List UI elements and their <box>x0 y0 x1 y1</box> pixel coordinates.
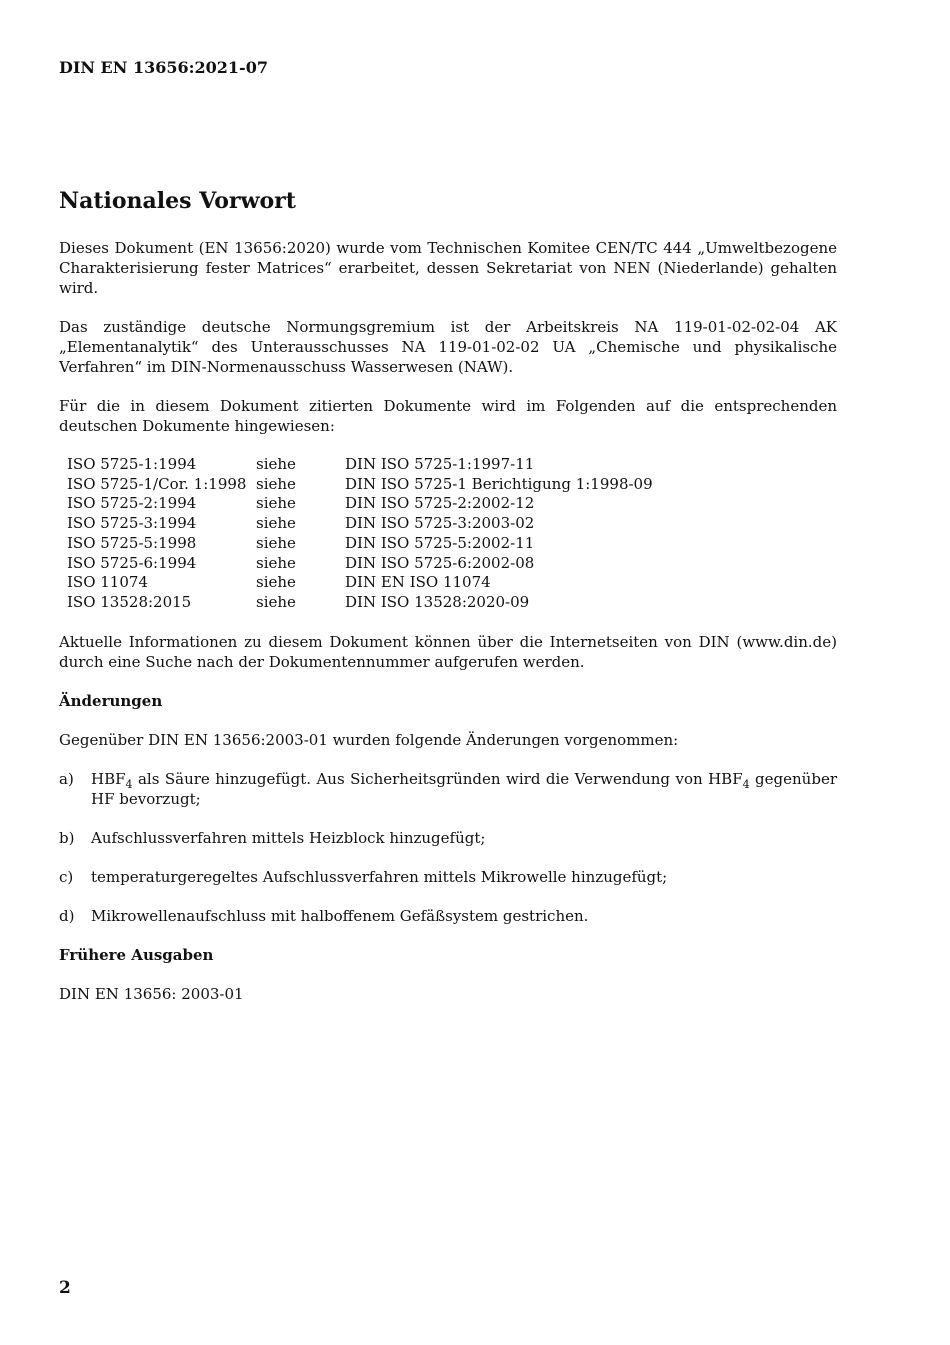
changes-heading: Änderungen <box>59 691 163 710</box>
list-marker: b) <box>59 828 75 847</box>
table-row <box>67 554 653 574</box>
change-text-part: als Säure hinzugefügt. Aus Sicherheitsgründen wird die Verwendung von HBF <box>132 769 743 788</box>
din-reference: DIN ISO 5725-2:2002-12 <box>345 494 535 513</box>
paragraph-committee: Dieses Dokument (EN 13656:2020) wurde vom Technischen Komitee CEN/TC 444 „Umweltbezogene Charakterisierung fester Matrices“ erarbeitet, dessen Sekretariat von NEN (Niederlande) gehalten wird. <box>59 239 837 297</box>
see-label: siehe <box>256 474 296 493</box>
iso-reference: ISO 5725-1:1994 <box>67 455 197 473</box>
list-item <box>59 906 837 926</box>
change-text: temperaturgeregeltes Aufschlussverfahren mittels Mikrowelle hinzugefügt; <box>91 867 668 886</box>
see-label: siehe <box>256 573 296 592</box>
table-row <box>67 514 653 534</box>
reference-table <box>67 455 653 613</box>
iso-reference: ISO 5725-5:1998 <box>67 533 197 552</box>
change-text: Mikrowellenaufschluss mit halboffenem Gefäßsystem gestrichen. <box>91 906 589 925</box>
change-text: Aufschlussverfahren mittels Heizblock hinzugefügt; <box>91 828 486 847</box>
paragraph-references-intro: Für die in diesem Dokument zitierten Dokumente wird im Folgenden auf die entsprechenden deutschen Dokumente hingewiesen: <box>59 397 837 435</box>
iso-reference: ISO 13528:2015 <box>67 592 192 611</box>
earlier-editions-text: DIN EN 13656: 2003-01 <box>59 984 244 1003</box>
din-reference: DIN ISO 5725-6:2002-08 <box>345 553 535 572</box>
iso-reference: ISO 11074 <box>67 573 148 592</box>
din-reference: DIN ISO 5725-1 Berichtigung 1:1998-09 <box>345 474 653 493</box>
din-reference: DIN ISO 13528:2020-09 <box>345 592 530 611</box>
list-item <box>59 828 837 848</box>
table-row <box>67 494 653 514</box>
subscript: 4 <box>125 777 133 791</box>
see-label: siehe <box>256 592 296 611</box>
paragraph-online-info: Aktuelle Informationen zu diesem Dokument können über die Internetseiten von DIN (www.din.de) durch eine Suche nach der Dokumentennummer aufgerufen werden. <box>59 632 837 671</box>
subscript: 4 <box>742 777 750 791</box>
changes-list <box>59 769 837 926</box>
page-number: 2 <box>59 1278 71 1298</box>
din-reference: DIN ISO 5725-3:2003-02 <box>345 514 535 533</box>
see-label: siehe <box>256 514 296 533</box>
list-marker: d) <box>59 906 75 925</box>
list-item <box>59 769 837 809</box>
see-label: siehe <box>256 553 296 572</box>
din-reference: DIN ISO 5725-1:1997-11 <box>345 455 535 473</box>
changes-intro: Gegenüber DIN EN 13656:2003-01 wurden folgende Änderungen vorgenommen: <box>59 730 679 749</box>
iso-reference: ISO 5725-3:1994 <box>67 514 197 533</box>
iso-reference: ISO 5725-1/Cor. 1:1998 <box>67 474 247 493</box>
table-row <box>67 475 653 495</box>
din-reference: DIN ISO 5725-5:2002-11 <box>345 533 535 552</box>
earlier-editions-heading: Frühere Ausgaben <box>59 945 214 964</box>
list-item <box>59 867 837 887</box>
main-content <box>59 186 837 1023</box>
table-row <box>67 593 653 613</box>
document-id-header: DIN EN 13656:2021-07 <box>59 58 268 77</box>
table-row <box>67 573 653 593</box>
table-row <box>67 534 653 554</box>
see-label: siehe <box>256 533 296 552</box>
see-label: siehe <box>256 494 296 513</box>
paragraph-working-group: Das zuständige deutsche Normungsgremium ist der Arbeitskreis NA 119-01-02-02-04 AK „Elementanalytik“ des Unterausschusses NA 119-01-02-02 UA „Chemische und physikalische Verfahren“ im DIN-Normenausschuss Wasserwesen (NAW). <box>59 318 837 376</box>
list-marker: a) <box>59 769 74 788</box>
see-label: siehe <box>256 455 296 473</box>
table-row <box>67 455 653 475</box>
list-marker: c) <box>59 867 74 886</box>
iso-reference: ISO 5725-2:1994 <box>67 494 197 513</box>
iso-reference: ISO 5725-6:1994 <box>67 553 197 572</box>
change-text-part: gegenüber HF bevorzugt; <box>91 769 837 808</box>
change-text-part: HBF <box>91 769 126 788</box>
page-title: Nationales Vorwort <box>59 188 296 214</box>
din-reference: DIN EN ISO 11074 <box>345 573 491 592</box>
